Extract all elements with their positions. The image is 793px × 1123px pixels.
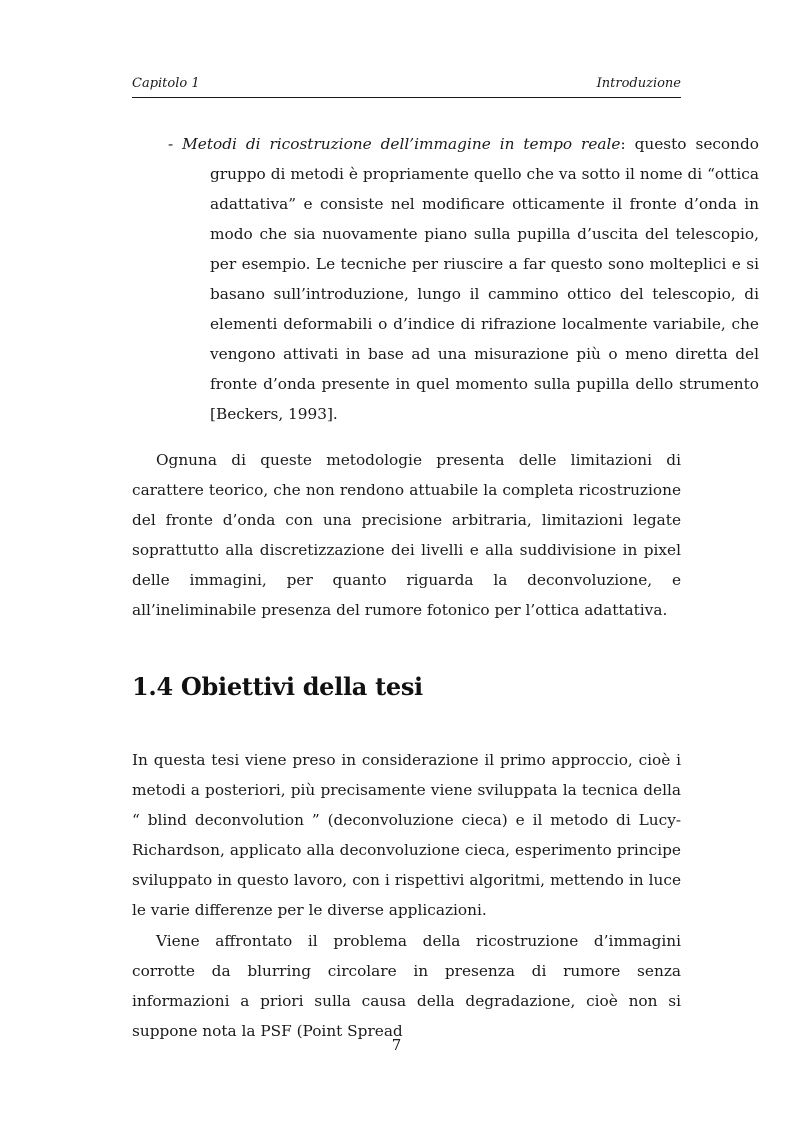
paragraph-limitations: Ognuna di queste metodologie presenta delle limitazioni di carattere teorico, che non rendono attuabile la completa ricostruzione del fronte d’onda con una precisione arbitraria, limitazioni legate soprattutto alla discretizzazione dei livelli e alla suddivisione in pixel delle immagini, per quanto riguarda la deconvoluzione, e all’ineliminabile presenza del rumore fotonico per l’ottica adattativa. [132,451,681,619]
bullet-body: : questo secondo gruppo di metodi è propriamente quello che va sotto il nome di “ottica adattativa” e consiste nel modificare otticamente il fronte d’onda in modo che sia nuovamente piano sulla pupilla d’uscita del telescopio, per esempio. Le tecniche per riuscire a far questo sono molteplici e si basano sull’introduzione, lungo il cammino ottico del telescopio, di elementi deformabili o d’indice di rifrazione localmente variabile, che vengono attivati in base ad una misurazione più o meno diretta del fronte d’onda presente in quel momento sulla pupilla dello strumento [Beckers, 1993]. [210,135,759,423]
paragraph-thesis-approach: In questa tesi viene preso in considerazione il primo approccio, cioè i metodi a posteriori, più precisamente viene sviluppata la tecnica della “ blind deconvolution ” (deconvoluzione cieca) e il metodo di Lucy-Richardson, applicato alla deconvoluzione cieca, esperimento principe sviluppato in questo lavoro, con i rispettivi algoritmi, mettendo in luce le varie differenze per le diverse applicazioni. [132,751,681,919]
page-number: 7 [391,1036,402,1054]
paragraph-problem-statement: Viene affrontato il problema della ricostruzione d’immagini corrotte da blurring circolare in presenza di rumore senza informazioni a priori sulla causa della degradazione, cioè non si suppone nota la PSF (Point Spread [132,932,681,1040]
bullet-item-realtime-methods [132,129,759,429]
bullet-marker: - [168,135,183,153]
header-rule [132,97,681,98]
running-header [132,76,681,96]
section-heading: 1.4 Obiettivi della tesi [132,672,423,701]
chapter-label: Capitolo 1 [132,76,200,91]
section-label: Introduzione [596,76,681,91]
bullet-lead: Metodi di ricostruzione dell’immagine in tempo reale [182,135,621,153]
